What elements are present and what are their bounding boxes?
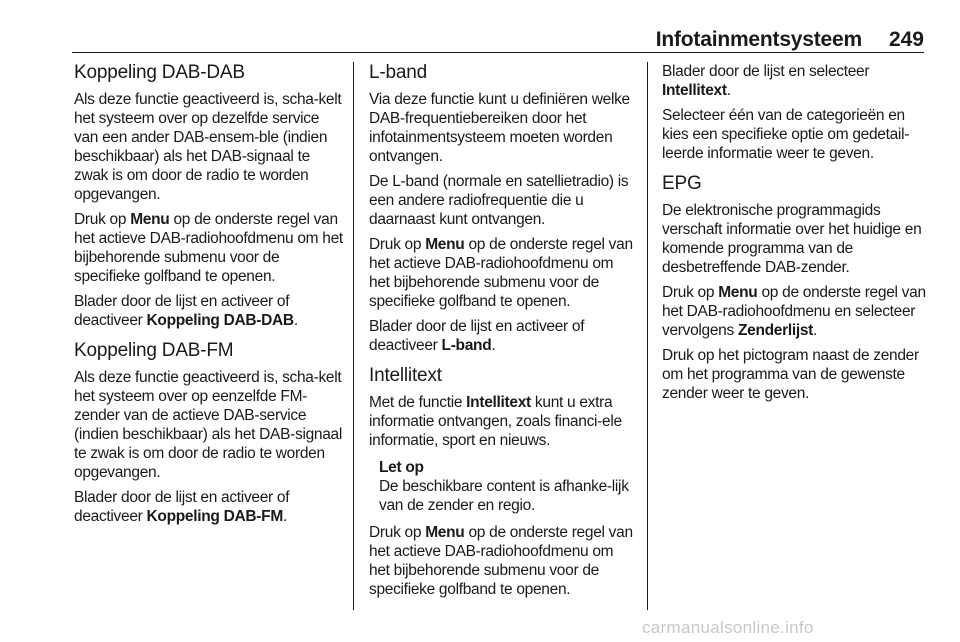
paragraph <box>369 393 636 450</box>
header-divider <box>72 52 924 53</box>
text-run: Druk op <box>662 284 719 301</box>
menu-term: Menu <box>130 211 170 228</box>
paragraph: Als deze functie geactiveerd is, scha-kelt het systeem over op dezelfde service van een ander DAB-ensem-ble (indien beschikbaar) als het DAB-signaal te zwak is om door de radio te worden opgevangen. <box>74 91 342 203</box>
menu-term: Menu <box>425 524 465 541</box>
page-number: 249 <box>888 28 924 51</box>
text-run: Druk op <box>74 211 131 228</box>
option-term: Koppeling DAB-DAB <box>146 312 294 329</box>
note-box <box>379 458 636 515</box>
section-title-l-band: L-band <box>369 62 427 83</box>
column-3 <box>662 62 926 409</box>
paragraph <box>369 235 636 311</box>
feature-term: Intellitext <box>466 394 531 411</box>
column-divider-1 <box>353 62 354 610</box>
paragraph <box>369 317 636 355</box>
text-run: op de onderste regel van het actieve DAB-radiohoofdmenu om het bijbehorende submenu voor de specifieke golfband te openen. <box>369 524 633 598</box>
section-title-intellitext: Intellitext <box>369 365 442 386</box>
text-run: Blader door de lijst en activeer of deactiveer <box>369 318 585 354</box>
text-run: . <box>293 312 298 329</box>
paragraph <box>369 523 636 599</box>
text-run: op de onderste regel van het actieve DAB-radiohoofdmenu om het bijbehorende submenu voor de specifieke golfband te openen. <box>369 236 633 310</box>
paragraph <box>662 62 926 100</box>
paragraph <box>662 283 926 340</box>
option-term: L-band <box>441 337 492 354</box>
paragraph: De elektronische programmagids verschaft informatie over het huidige en komende programma van de desbetreffende DAB-zender. <box>662 202 922 276</box>
text-run: . <box>282 508 287 525</box>
note-text: De beschikbare content is afhanke-lijk van de zender en regio. <box>379 478 629 514</box>
page-header <box>72 28 924 50</box>
feature-term: Intellitext <box>662 82 727 99</box>
text-run: op de onderste regel van het actieve DAB-radiohoofdmenu om het bijbehorende submenu voor de specifieke golfband te openen. <box>74 211 343 285</box>
text-run: Blader door de lijst en selecteer <box>662 63 870 80</box>
paragraph: Als deze functie geactiveerd is, scha-kelt het systeem over op eenzelfde FM-zender van de actieve DAB-service (indien beschikbaar) als het DAB-signaal te zwak is om door de radio te worden opgevangen. <box>74 369 343 481</box>
watermark: carmanualsonline.info <box>642 618 814 637</box>
paragraph: Selecteer één van de categorieën en kies een specifieke optie om gedetail-leerde informatie weer te geven. <box>662 107 910 162</box>
note-title-text: Let op <box>379 459 424 476</box>
text-run: Druk op <box>369 524 426 541</box>
section-title-koppeling-dab-dab: Koppeling DAB-DAB <box>74 62 245 83</box>
text-run: . <box>813 322 818 339</box>
text-run: . <box>726 82 731 99</box>
option-term: Koppeling DAB-FM <box>146 508 283 525</box>
menu-term: Menu <box>425 236 465 253</box>
paragraph: Via deze functie kunt u definiëren welke DAB-frequentiebereiken door het infotainmentsysteem moeten worden ontvangen. <box>369 91 630 165</box>
page-title: Infotainmentsysteem <box>655 28 862 51</box>
paragraph: De L-band (normale en satellietradio) is een andere radiofrequentie die u daarnaast kunt ontvangen. <box>369 173 629 228</box>
paragraph <box>74 488 344 526</box>
text-run: Blader door de lijst en activeer of deactiveer <box>74 293 290 329</box>
note-title <box>379 458 636 477</box>
text-run: Blader door de lijst en activeer of deactiveer <box>74 489 290 525</box>
text-run: Met de functie <box>369 394 467 411</box>
column-2 <box>369 62 636 605</box>
paragraph <box>74 292 344 330</box>
paragraph: Druk op het pictogram naast de zender om het programma van de gewenste zender weer te geven. <box>662 347 919 402</box>
option-term: Zenderlijst <box>737 322 814 339</box>
column-1 <box>74 62 344 532</box>
text-run: op de onderste regel van het DAB-radiohoofdmenu en selecteer vervolgens <box>662 284 926 339</box>
menu-term: Menu <box>718 284 758 301</box>
text-run: Druk op <box>369 236 426 253</box>
section-title-koppeling-dab-fm: Koppeling DAB-FM <box>74 340 234 361</box>
paragraph <box>74 210 344 286</box>
text-run: . <box>491 337 496 354</box>
text-run: kunt u extra informatie ontvangen, zoals financi-ele informatie, sport en nieuws. <box>369 394 622 449</box>
section-title-epg: EPG <box>662 173 702 194</box>
column-divider-2 <box>647 62 648 610</box>
